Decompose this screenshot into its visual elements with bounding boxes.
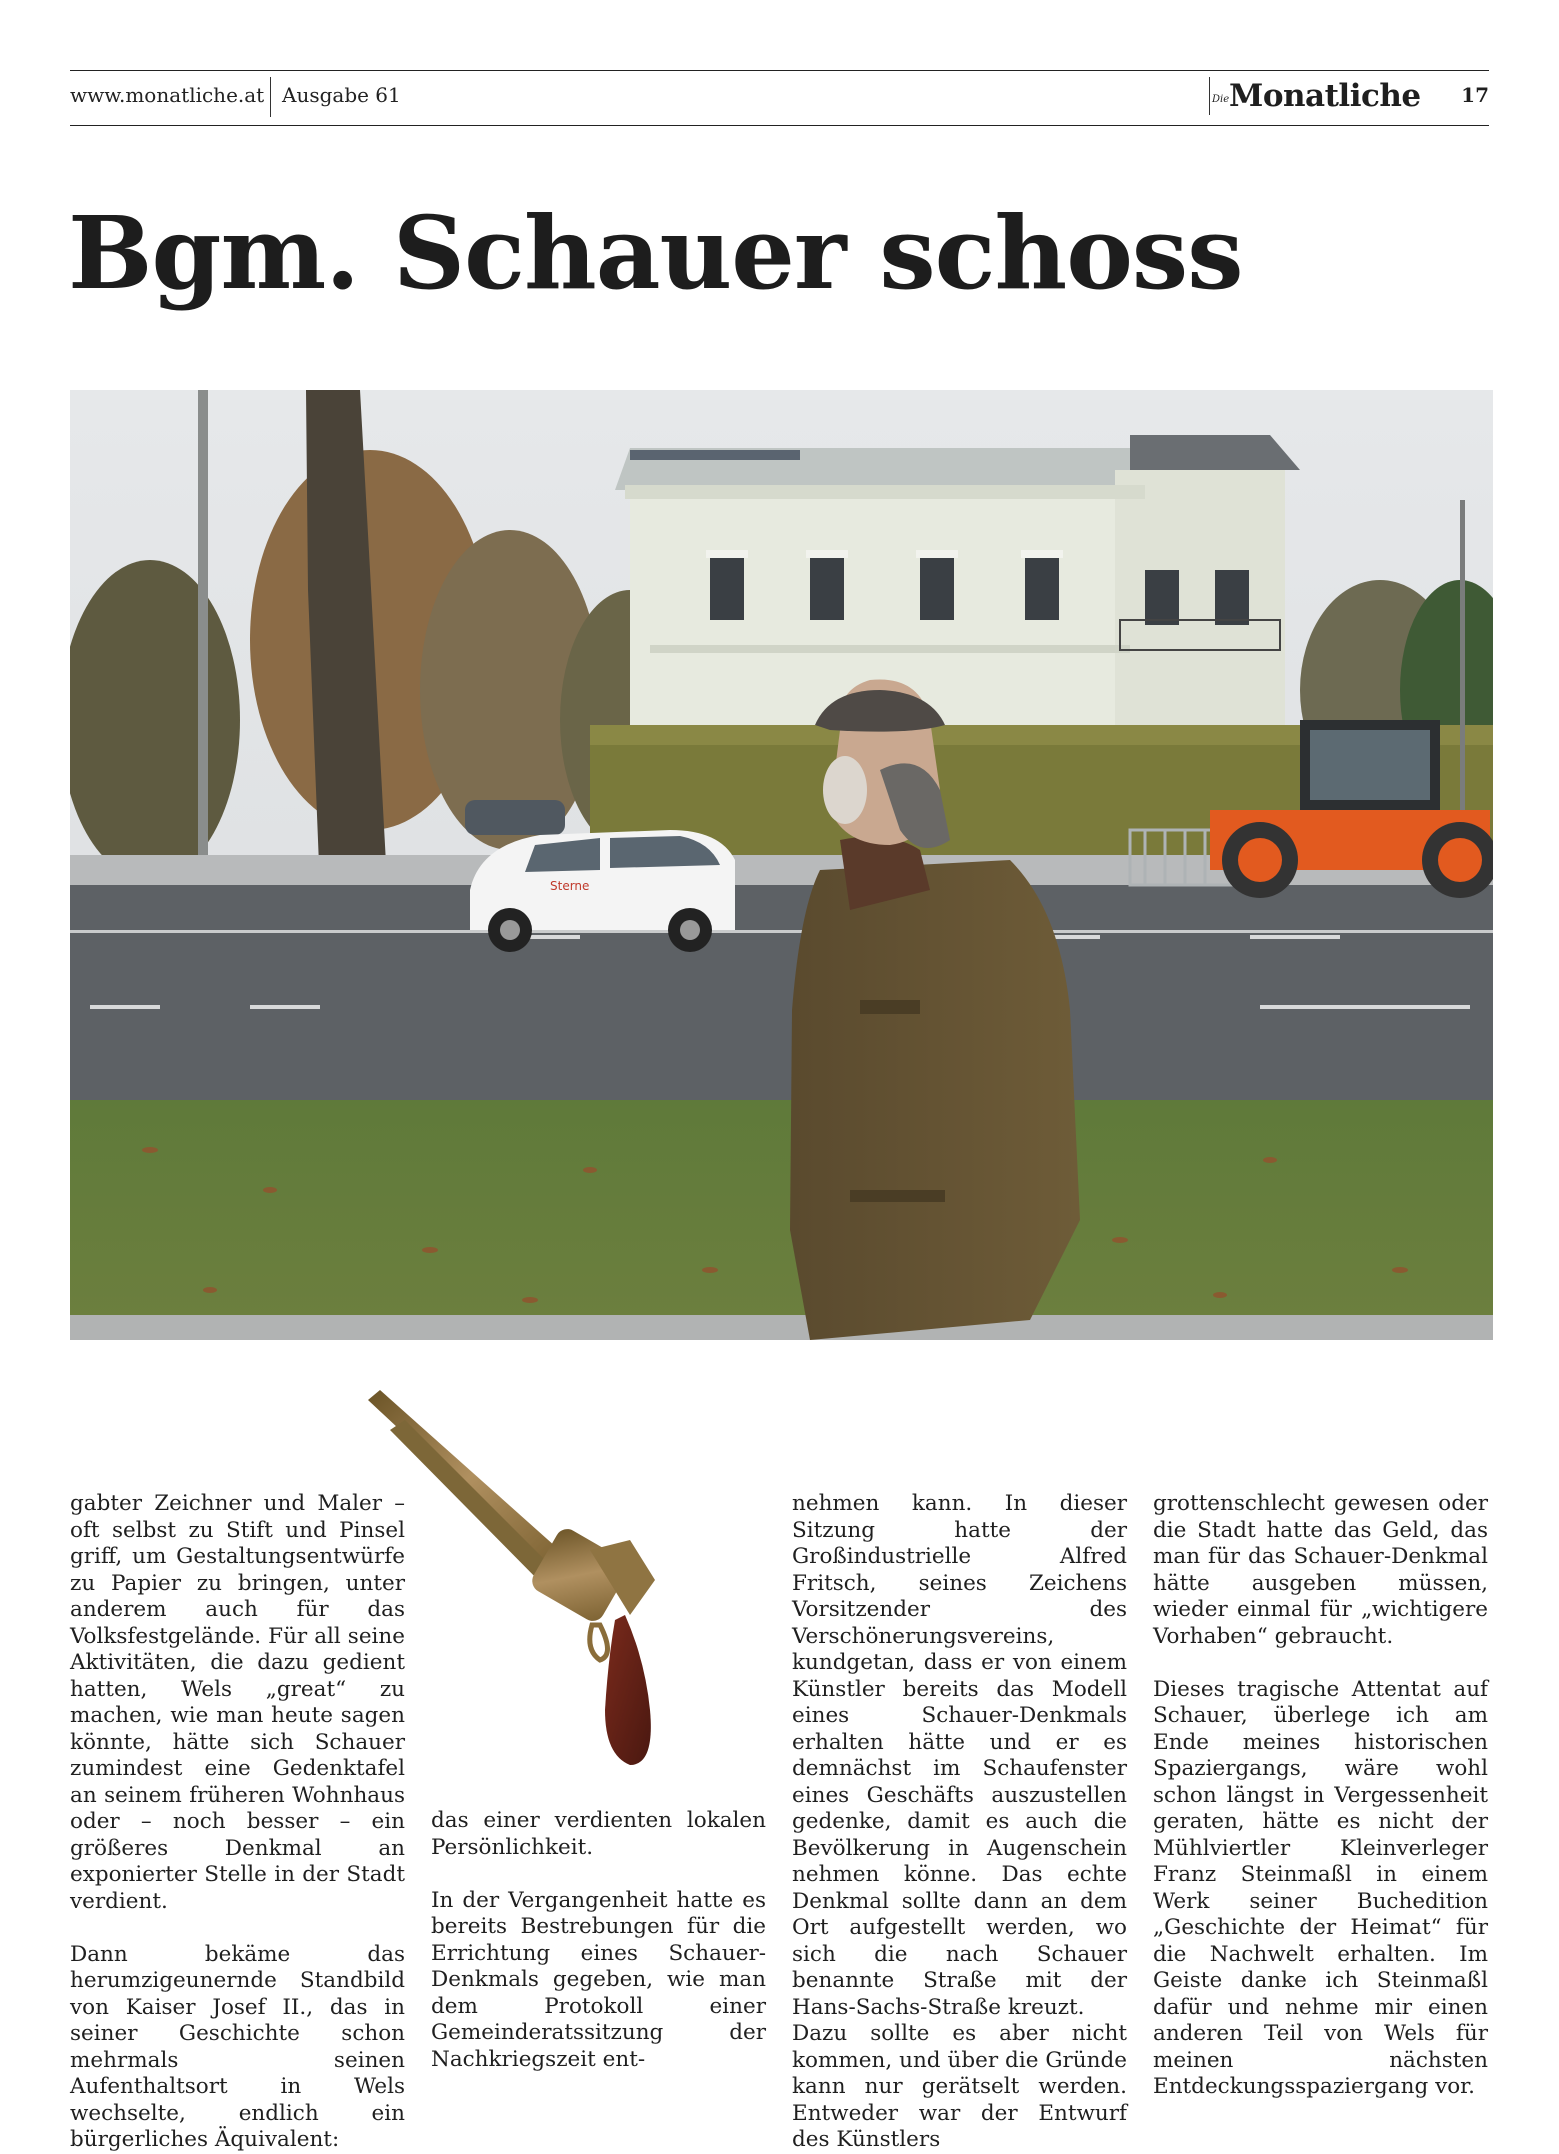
main-photo — [70, 390, 1493, 1340]
masthead-bar — [70, 70, 1489, 126]
brand-article: Die — [1212, 94, 1230, 105]
website-link[interactable]: www.monatliche.at — [70, 83, 265, 107]
paragraph: grottenschlecht gewesen oder die Stadt hatte das Geld, das man für das Schauer-Denkmal hätte ausgeben müssen, wieder einmal für „wichtigere Vorhaben“ gebraucht. — [1153, 1491, 1488, 1649]
article-column-1 — [70, 1491, 405, 2154]
brand-divider — [1209, 77, 1210, 115]
article-column-2 — [431, 1808, 766, 2073]
brand-name: Monatliche — [1229, 78, 1421, 114]
car-logo-text: Sterne — [550, 879, 590, 893]
revolver-image — [360, 1380, 730, 1780]
issue-number: Ausgabe 61 — [282, 83, 401, 107]
paragraph: In der Vergangenheit hatte es bereits Bestrebungen für die Errichtung eines Schauer-Denkmals gegeben, wie man dem Protokoll einer Gemeinderatssitzung der Nachkriegszeit ent- — [431, 1887, 766, 2072]
paragraph: nehmen kann. In dieser Sitzung hatte der Großindustrielle Alfred Fritsch, seines Zeichens Vorsitzender des Verschönerungsvereins, kundgetan, dass er von einem Künstler bereits das Modell eines Schauer-Denkmals erhalten hätte und er es demnächst im Schaufenster eines Geschäfts auszustellen gedenke, damit es auch die Bevölkerung in Augenschein nehmen könne. Das echte Denkmal sollte dann an dem Ort aufgestellt werden, wo sich die nach Schauer benannte Straße mit der Hans-Sachs-Straße kreuzt. — [792, 1491, 1127, 2020]
paragraph: gabter Zeichner und Maler – oft selbst zu Stift und Pinsel griff, um Gestaltungsentwürfe zu Papier zu bringen, unter anderem auch für das Volksfestgelände. Für all seine Aktivitäten, die dazu gedient hatten, Wels „great“ zu machen, wie man heute sagen könnte, hätte sich Schauer zumindest eine Gedenktafel an seinem früheren Wohnhaus oder – noch besser – ein größeres Denkmal an exponierter Stelle in der Stadt verdient. — [70, 1491, 405, 1914]
brand-logo — [1209, 75, 1419, 119]
masthead-divider — [270, 77, 271, 117]
street-scene-image — [70, 390, 1493, 1340]
revolver-icon — [360, 1380, 730, 1780]
paragraph: Dazu sollte es aber nicht kommen, und über die Gründe kann nur gerätselt werden. Entweder war der Entwurf des Künstlers — [792, 2021, 1127, 2152]
page-number: 17 — [1461, 83, 1489, 107]
paragraph: Dann bekäme das herumzigeunernde Standbild von Kaiser Josef II., das in seiner Geschichte schon mehrmals seinen Aufenthaltsort in Wels wechselte, endlich ein bürgerliches Äquivalent: — [70, 1941, 405, 2152]
paragraph: Dieses tragische Attentat auf Schauer, überlege ich am Ende meines historischen Spaziergangs, wäre wohl schon längst in Vergessenheit geraten, hätte es nicht der Mühlviertler Kleinverleger Franz Steinmaßl in einem Werk seiner Buchedition „Geschichte der Heimat“ für die Nachwelt erhalten. Im Geiste danke ich Steinmaßl dafür und nehme mir einen anderen Teil von Wels für meinen nächsten Entdeckungsspaziergang vor. — [1153, 1676, 1488, 2099]
article-column-4 — [1153, 1491, 1488, 2101]
headline: Bgm. Schauer schoss — [68, 194, 1243, 312]
article-column-3 — [792, 1491, 1127, 2154]
paragraph: das einer verdienten lokalen Persönlichkeit. — [431, 1808, 766, 1860]
